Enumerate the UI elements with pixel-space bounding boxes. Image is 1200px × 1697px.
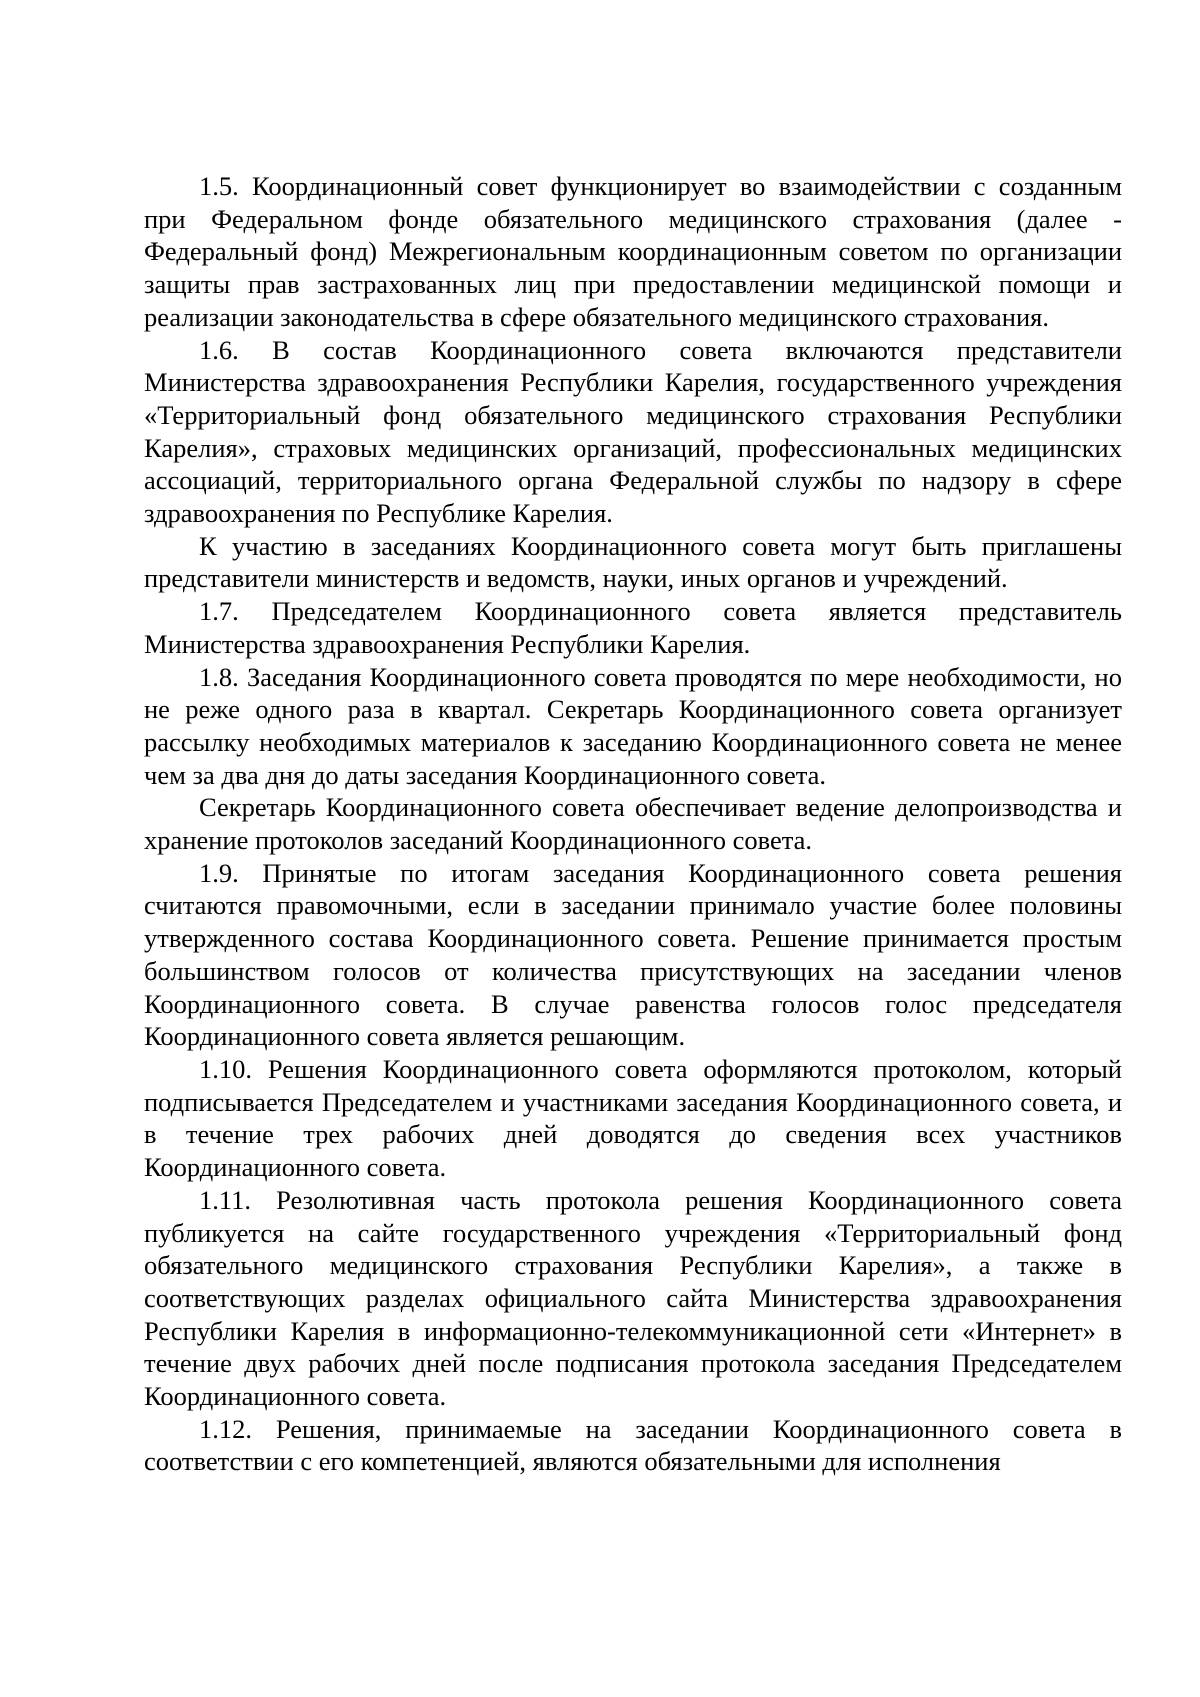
paragraph-1-8-secretary: Секретарь Координационного совета обеспечивает ведение делопроизводства и хранение протоколов заседаний Координационного совета. <box>144 792 1122 856</box>
paragraph-1-8: 1.8. Заседания Координационного совета проводятся по мере необходимости, но не реже одного раза в квартал. Секретарь Координационного совета организует рассылку необходимых материалов к заседанию Координационного совета не менее чем за два дня до даты заседания Координационного совета. <box>144 661 1122 790</box>
document-body <box>144 170 1122 1478</box>
paragraph-1-11: 1.11. Резолютивная часть протокола решения Координационного совета публикуется на сайте государственного учреждения «Территориальный фонд обязательного медицинского страхования Республики Карелия», а также в соответствующих разделах официального сайта Министерства здравоохранения Республики Карелия в информационно-телекоммуникационной сети «Интернет» в течение двух рабочих дней после подписания протокола заседания Председателем Координационного совета. <box>144 1184 1122 1412</box>
paragraph-1-7: 1.7. Председателем Координационного совета является представитель Министерства здравоохранения Республики Карелия. <box>144 596 1122 659</box>
paragraph-1-6: 1.6. В состав Координационного совета включаются представители Министерства здравоохранения Республики Карелия, государственного учреждения «Территориальный фонд обязательного медицинского страхования Республики Карелия», страховых медицинских организаций, профессиональных медицинских ассоциаций, территориального органа Федеральной службы по надзору в сфере здравоохранения по Республике Карелия. <box>144 334 1122 529</box>
paragraph-1-12: 1.12. Решения, принимаемые на заседании Координационного совета в соответствии с его компетенцией, являются обязательными для исполнения <box>144 1413 1122 1477</box>
paragraph-1-6-invitation: К участию в заседаниях Координационного совета могут быть приглашены представители министерств и ведомств, науки, иных органов и учреждений. <box>144 530 1122 594</box>
paragraph-1-10: 1.10. Решения Координационного совета оформляются протоколом, который подписывается Председателем и участниками заседания Координационного совета, и в течение трех рабочих дней доводятся до сведения всех участников Координационного совета. <box>144 1053 1122 1183</box>
paragraph-1-5: 1.5. Координационный совет функционирует во взаимодействии с созданным при Федеральном фонде обязательного медицинского страхования (далее - Федеральный фонд) Межрегиональным координационным советом по организации защиты прав застрахованных лиц при предоставлении медицинской помощи и реализации законодательства в сфере обязательного медицинского страхования. <box>144 171 1122 332</box>
paragraph-1-9: 1.9. Принятые по итогам заседания Координационного совета решения считаются правомочными, если в заседании принимало участие более половины утвержденного состава Координационного совета. Решение принимается простым большинством голосов от количества присутствующих на заседании членов Координационного совета. В случае равенства голосов голос председателя Координационного совета является решающим. <box>144 857 1122 1052</box>
